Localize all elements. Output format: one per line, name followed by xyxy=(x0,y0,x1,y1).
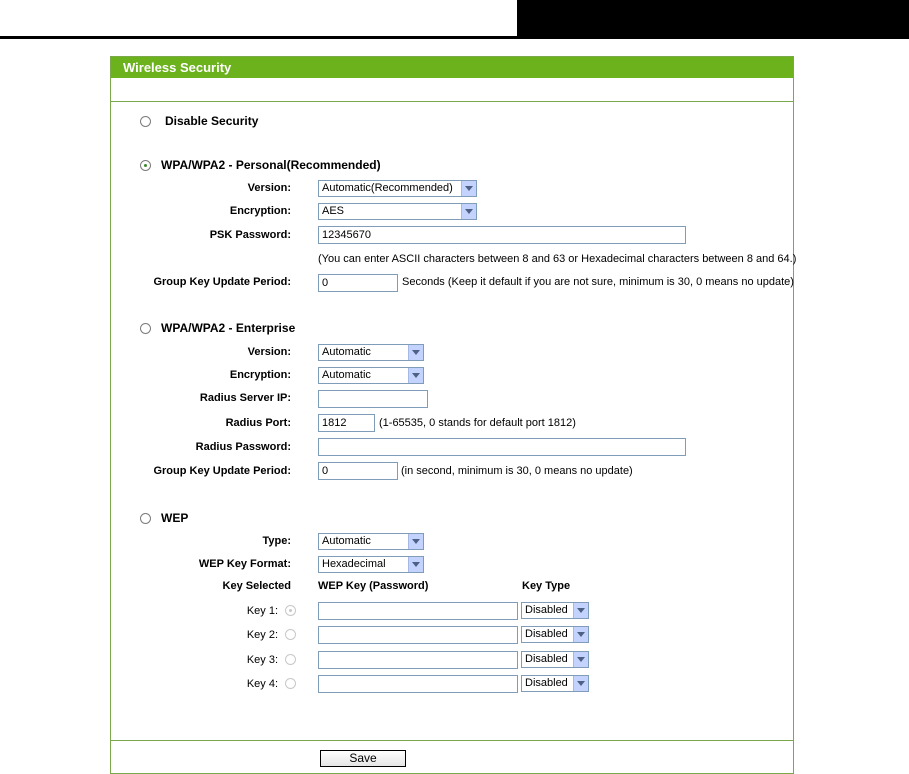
wep-type-select[interactable] xyxy=(318,533,424,550)
key-1-radio[interactable] xyxy=(285,605,296,616)
wpa-enterprise-radio[interactable] xyxy=(140,323,151,334)
radius-password-label: Radius Password: xyxy=(195,441,291,453)
personal-gkup-note: Seconds (Keep it default if you are not sure, minimum is 30, 0 means no update) xyxy=(402,276,794,288)
chevron-down-icon xyxy=(573,652,588,667)
wep-format-select[interactable] xyxy=(318,556,424,573)
wep-format-value: Hexadecimal xyxy=(322,558,386,570)
key-3-input[interactable] xyxy=(318,651,518,669)
chevron-down-icon xyxy=(408,534,423,549)
personal-version-value: Automatic(Recommended) xyxy=(322,182,453,194)
chevron-down-icon xyxy=(461,181,476,196)
panel-title: Wireless Security xyxy=(111,57,793,78)
enterprise-version-value: Automatic xyxy=(322,346,371,358)
key-2-type-select[interactable] xyxy=(521,626,589,643)
wep-key-header: WEP Key (Password) xyxy=(318,580,429,592)
panel-subheader xyxy=(111,78,793,102)
enterprise-encryption-label: Encryption: xyxy=(229,369,291,381)
personal-encryption-label: Encryption: xyxy=(229,205,291,217)
key-2-label: Key 2: xyxy=(246,629,278,641)
chevron-down-icon xyxy=(573,627,588,642)
key-2-type-value: Disabled xyxy=(525,628,568,640)
chevron-down-icon xyxy=(461,204,476,219)
personal-encryption-select[interactable] xyxy=(318,203,477,220)
personal-gkup-label: Group Key Update Period: xyxy=(153,276,291,288)
chevron-down-icon xyxy=(408,368,423,383)
key-4-input[interactable] xyxy=(318,675,518,693)
key-1-input[interactable] xyxy=(318,602,518,620)
save-button[interactable]: Save xyxy=(320,750,406,767)
key-selected-header: Key Selected xyxy=(222,580,291,592)
key-4-type-select[interactable] xyxy=(521,675,589,692)
disable-security-radio[interactable] xyxy=(140,116,151,127)
enterprise-version-select[interactable] xyxy=(318,344,424,361)
enterprise-encryption-select[interactable] xyxy=(318,367,424,384)
radius-server-label: Radius Server IP: xyxy=(199,392,291,404)
key-1-type-value: Disabled xyxy=(525,604,568,616)
header-black-block xyxy=(517,0,909,38)
key-4-radio[interactable] xyxy=(285,678,296,689)
key-2-input[interactable] xyxy=(318,626,518,644)
key-3-type-value: Disabled xyxy=(525,653,568,665)
chevron-down-icon xyxy=(573,603,588,618)
key-3-label: Key 3: xyxy=(246,654,278,666)
enterprise-gkup-input[interactable] xyxy=(318,462,398,480)
key-2-radio[interactable] xyxy=(285,629,296,640)
personal-encryption-value: AES xyxy=(322,205,345,217)
key-4-label: Key 4: xyxy=(246,678,278,690)
key-4-type-value: Disabled xyxy=(525,677,568,689)
chevron-down-icon xyxy=(408,345,423,360)
key-1-label: Key 1: xyxy=(246,605,278,617)
wep-radio[interactable] xyxy=(140,513,151,524)
wep-format-label: WEP Key Format: xyxy=(198,558,291,570)
wep-type-value: Automatic xyxy=(322,535,371,547)
personal-gkup-input[interactable] xyxy=(318,274,398,292)
radius-port-note: (1-65535, 0 stands for default port 1812) xyxy=(379,417,576,429)
personal-version-label: Version: xyxy=(247,182,291,194)
key-type-header: Key Type xyxy=(522,580,571,592)
wpa-personal-label: WPA/WPA2 - Personal(Recommended) xyxy=(161,158,381,172)
radius-port-label: Radius Port: xyxy=(225,417,291,429)
wpa-personal-radio[interactable] xyxy=(140,160,151,171)
key-1-type-select[interactable] xyxy=(521,602,589,619)
disable-security-label: Disable Security xyxy=(165,114,259,128)
wireless-security-panel xyxy=(110,56,797,774)
chevron-down-icon xyxy=(408,557,423,572)
key-3-radio[interactable] xyxy=(285,654,296,665)
panel-footer xyxy=(111,740,793,774)
enterprise-gkup-label: Group Key Update Period: xyxy=(153,465,291,477)
header-rule xyxy=(0,36,909,39)
enterprise-version-label: Version: xyxy=(247,346,291,358)
chevron-down-icon xyxy=(573,676,588,691)
key-3-type-select[interactable] xyxy=(521,651,589,668)
radius-server-input[interactable] xyxy=(318,390,428,408)
psk-password-label: PSK Password: xyxy=(209,229,291,241)
wep-label: WEP xyxy=(161,511,189,525)
psk-password-note: (You can enter ASCII characters between 8 and 63 or Hexadecimal characters between 8 and 64.) xyxy=(318,253,797,265)
psk-password-input[interactable] xyxy=(318,226,686,244)
radius-port-input[interactable] xyxy=(318,414,375,432)
enterprise-gkup-note: (in second, minimum is 30, 0 means no update) xyxy=(401,465,633,477)
radius-password-input[interactable] xyxy=(318,438,686,456)
enterprise-encryption-value: Automatic xyxy=(322,369,371,381)
personal-version-select[interactable] xyxy=(318,180,477,197)
wep-type-label: Type: xyxy=(262,535,291,547)
wpa-enterprise-label: WPA/WPA2 - Enterprise xyxy=(161,321,296,335)
